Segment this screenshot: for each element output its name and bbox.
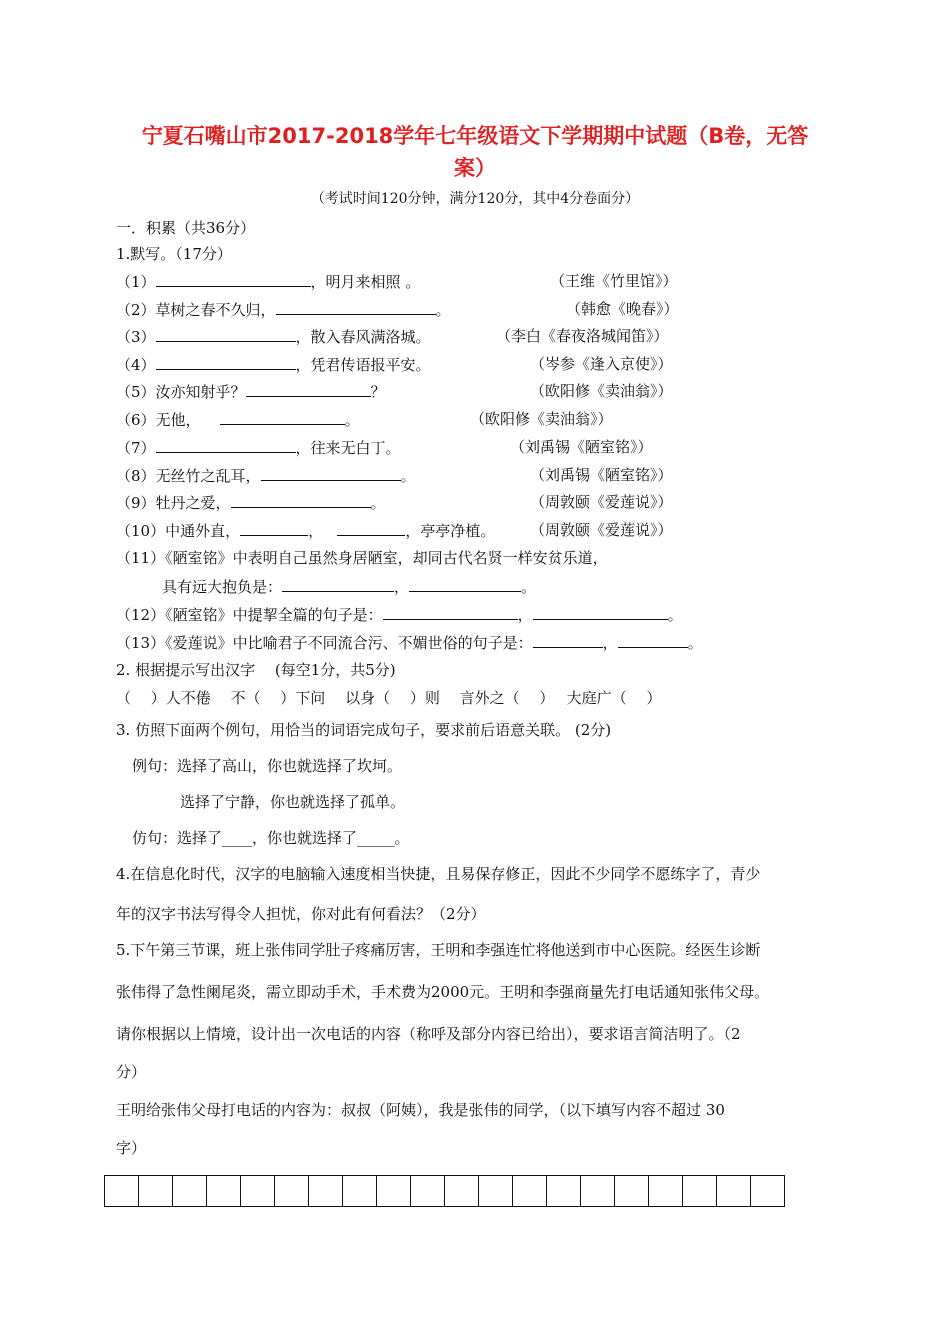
item-3: （3） ，散入春风满洛城。 [116,328,431,346]
item-9: （9）牡丹之爱， 。 [116,494,386,512]
source: （李白《春夜洛城闻笛》） [496,327,669,345]
blank[interactable] [156,326,296,342]
answer-cell[interactable] [207,1176,241,1206]
blank[interactable] [156,437,296,453]
answer-cell[interactable] [547,1176,581,1206]
item-8: （8）无丝竹之乱耳， 。 [116,467,416,485]
item-13: （13）《爱莲说》中比喻君子不同流合污、不媚世俗的句子是： ， 。 [116,634,703,652]
item-5: （5）汝亦知射乎？ ？ [116,383,386,401]
question-4: 4.在信息化时代，汉字的电脑输入速度相当快捷，且易保存修正，因此不少同学不愿练字了，青少 [116,865,761,883]
exam-info: （考试时间120分钟，满分120分，其中4分卷面分） [310,191,640,207]
blank[interactable] [383,604,518,620]
question-2-items: （ ）人不倦 不（ ）下问 以身（ ）则 言外之（ ） 大庭广（ ） [116,689,662,707]
question-5: 5.下午第三节课，班上张伟同学肚子疼痛厉害，王明和李强连忙将他送到市中心医院。经医生诊断 [116,941,761,959]
question-5-line-3: 请你根据以上情境，设计出一次电话的内容（称呼及部分内容已给出），要求语言简洁明了。（2 [116,1025,741,1043]
question-5-line-2: 张伟得了急性阑尾炎，需立即动手术，手术费为2000元。王明和李强商量先打电话通知张伟父母。 [116,983,770,1001]
answer-cell[interactable] [581,1176,615,1206]
answer-cell[interactable] [479,1176,513,1206]
example-1: 例句：选择了高山，你也就选择了坎坷。 [132,757,403,775]
answer-cell[interactable] [343,1176,377,1206]
item-11-blanks: 具有远大抱负是： ， 。 [162,578,537,596]
answer-cell[interactable] [411,1176,445,1206]
answer-cell[interactable] [751,1176,784,1206]
answer-cell[interactable] [649,1176,683,1206]
source: （岑参《逢入京使》） [530,355,673,373]
item-6: （6）无他， 。 [116,411,360,429]
source: （刘禹锡《陋室铭》） [510,438,653,456]
source: （韩愈《晚春》） [566,300,679,318]
answer-cell[interactable] [173,1176,207,1206]
title-line-1: 宁夏石嘴山市2017-2018学年七年级语文下学期期中试题（B卷，无答 [141,124,809,148]
answer-cell[interactable] [241,1176,275,1206]
answer-cell[interactable] [105,1176,139,1206]
answer-cell[interactable] [377,1176,411,1206]
question-5-line-4: 分） [116,1063,147,1081]
question-3: 3. 仿照下面两个例句，用恰当的词语完成句子，要求前后语意关联。 (2分) [116,721,612,739]
item-7: （7） ，往来无白丁。 [116,439,401,457]
answer-cell[interactable] [717,1176,751,1206]
item-4: （4） ，凭君传语报平安。 [116,356,431,374]
section-heading: 一．积累（共36分） [116,219,256,237]
answer-cell[interactable] [683,1176,717,1206]
question-4-cont: 年的汉字书法写得令人担忧，你对此有何看法？（2分） [116,905,486,923]
source: （欧阳修《卖油翁》） [470,410,613,428]
source: （王维《竹里馆》） [550,272,678,290]
question-1: 1.默写。（17分） [116,245,232,263]
blank[interactable] [533,604,668,620]
item-2: （2）草树之春不久归， 。 [116,301,451,319]
blank[interactable] [276,299,436,315]
item-1: （1） ，明月来相照 。 [116,273,421,291]
title-line-2: 案） [454,156,496,180]
source: （周敦颐《爱莲说》） [530,521,673,539]
blank[interactable] [231,492,371,508]
imitation-fill: 仿句：选择了____，你也就选择了_____。 [132,829,410,847]
answer-cell[interactable] [513,1176,547,1206]
answer-cell[interactable] [615,1176,649,1206]
blank[interactable] [246,381,371,397]
blank[interactable] [240,520,308,536]
question-2: 2. 根据提示写出汉字 (每空1分，共5分) [116,661,396,679]
blank[interactable] [533,632,603,648]
source: （刘禹锡《陋室铭》） [530,466,673,484]
source: （欧阳修《卖油翁》） [530,382,673,400]
blank[interactable] [337,520,405,536]
item-10: （10）中通外直， ， ，亭亭净植。 [116,522,496,540]
source: （周敦颐《爱莲说》） [530,493,673,511]
page-title [100,120,850,184]
answer-cell[interactable] [445,1176,479,1206]
answer-cell[interactable] [309,1176,343,1206]
answer-cell[interactable] [275,1176,309,1206]
blank[interactable] [220,409,345,425]
blank[interactable] [156,271,311,287]
answer-grid[interactable] [104,1175,785,1207]
item-11: （11）《陋室铭》中表明自己虽然身居陋室，却同古代名贤一样安贫乐道， [116,549,608,567]
answer-cell[interactable] [139,1176,173,1206]
blank[interactable] [156,354,296,370]
item-12: （12）《陋室铭》中提挈全篇的句子是： ， 。 [116,606,683,624]
question-5-line-6: 字） [116,1139,147,1157]
question-5-line-5: 王明给张伟父母打电话的内容为：叔叔（阿姨），我是张伟的同学，（以下填写内容不超过 30 [116,1101,725,1119]
blank[interactable] [261,465,401,481]
example-2: 选择了宁静，你也就选择了孤单。 [180,793,406,811]
blank[interactable] [409,576,521,592]
blank[interactable] [618,632,688,648]
blank[interactable] [282,576,394,592]
